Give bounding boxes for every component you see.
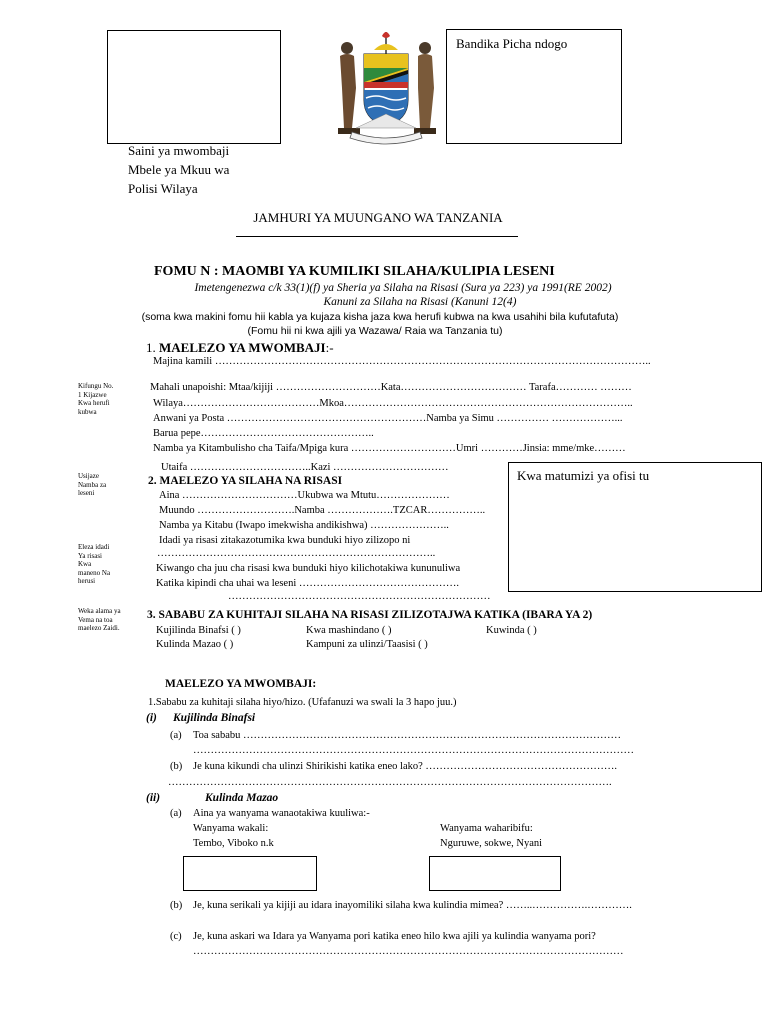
form-title: FOMU N : MAOMBI YA KUMILIKI SILAHA/KULIPIA LESENI (154, 264, 555, 279)
option-crop-protection[interactable]: Kulinda Mazao ( ) (156, 639, 234, 650)
community-guard-field-continued[interactable]: ………………………………………………………………………………………………………………. (168, 777, 612, 788)
section-2-heading: 2. MAELEZO YA SILAHA NA RISASI (148, 475, 343, 487)
animal-types-label: Aina ya wanyama wanaotakiwa kuuliwa:- (193, 808, 370, 819)
item-b2-label: (b) (170, 900, 183, 911)
ammo-count-field[interactable]: …………………………………………………………………….. (157, 548, 436, 559)
signature-box[interactable] (107, 30, 281, 144)
wildlife-officer-field[interactable]: …………………………………………………………………………………………………………… (193, 946, 624, 957)
ammo-count-label: Idadi ya risasi zitakazotumika kwa bunduki hiyo zilizopo ni (159, 535, 411, 546)
nationality-occupation-field[interactable]: Utaifa ……………………………..Kazi …………………………… (161, 462, 449, 473)
form-subtitle-2: Kanuni za Silaha na Risasi (Kanuni 12(4) (323, 296, 517, 308)
form-instruction: (soma kwa makini fomu hii kabla ya kujaza kisha jaza kwa herufi kubwa na kwa usahihi bila kufutafuta) (141, 311, 619, 323)
form-eligibility-note: (Fomu hii ni kwa ajili ya Wazawa/ Raia wa Tanzania tu) (247, 325, 503, 337)
photo-label: Bandika Picha ndogo (456, 36, 568, 51)
residence-field[interactable]: Mahali unapoishi: Mtaa/kijiji …………………………Kata……………………………… Tarafa………… ……… (150, 382, 632, 393)
section-1-heading (146, 340, 334, 356)
section-3-heading: 3. SABABU ZA KUHITAJI SILAHA NA RISASI ZILIZOTAJWA KATIKA (IBARA YA 2) (147, 609, 593, 621)
option-self-defense[interactable]: Kujilinda Binafsi ( ) (156, 625, 241, 636)
full-name-field[interactable]: Majina kamili …………………………………………………………………………………………………………….. (153, 356, 651, 367)
part-2-intro: 1.Sababu za kuhitaji silaha hiyo/hizo. (Ufafanuzi wa swali la 3 hapo juu.) (148, 697, 457, 708)
id-age-gender-field[interactable]: Namba ya Kitambulisho cha Taifa/Mpiga kura …………………………Umri …………Jinsia: mme/mke……… (153, 443, 626, 454)
village-firearms-field[interactable]: Je, kuna serikali ya kijiji au idara inayomiliki silaha kwa kulindia mimea? ……..…………….…………. (193, 900, 632, 911)
max-ammo-field[interactable]: ………………………………………………………………… (228, 591, 491, 602)
district-region-field[interactable]: Wilaya…………………………………Mkoa……………………………………………………………………….. (153, 398, 633, 409)
item-c-label: (c) (170, 931, 182, 942)
option-hunting[interactable]: Kuwinda ( ) (486, 625, 537, 636)
subsection-i-title: Kujilinda Binafsi (173, 712, 256, 724)
wild-animals-tick-box[interactable] (183, 856, 317, 891)
signature-label (128, 141, 229, 198)
section-1-number: 1. (146, 340, 156, 355)
book-number-field[interactable]: Namba ya Kitabu (Iwapo imekwisha andikishwa) ………………….. (159, 520, 449, 531)
postal-phone-field[interactable]: Anwani ya Posta …………………………………………………Namba ya Simu …………… ………………... (153, 413, 623, 424)
republic-title: JAMHURI YA MUUNGANO WA TANZANIA (253, 210, 503, 225)
form-subtitle-1: Imetengenezwa c/k 33(1)(f) ya Sheria ya Silaha na Risasi (Sura ya 223) ya 1991(RE 2002) (194, 282, 612, 294)
option-competition[interactable]: Kwa mashindano ( ) (306, 625, 392, 636)
emblem-woman-figure (414, 42, 436, 134)
side-note-section-1: Kifungu No. 1 Kijazwe Kwa herufi kubwa (78, 382, 114, 416)
title-divider (236, 236, 518, 237)
subsection-ii-number: (ii) (146, 792, 161, 804)
part-2-heading: MAELEZO YA MWOMBAJI: (165, 678, 317, 690)
reason-field-continued[interactable]: ……………………………………………………………………………………………………………… (193, 745, 634, 756)
option-security-company[interactable]: Kampuni za ulinzi/Taasisi ( ) (306, 639, 428, 650)
firearm-model-number-field[interactable]: Muundo ……………………….Namba ……………….TZCAR…………….. (159, 505, 486, 516)
wildlife-officer-question: Je, kuna askari wa Idara ya Wanyama pori katika eneo hilo kwa ajili ya kulindia wanyama pori? (193, 931, 596, 942)
emblem-ribbon (350, 132, 422, 144)
wild-animals-examples: Tembo, Viboko n.k (193, 838, 274, 849)
office-use-label: Kwa matumizi ya ofisi tu (517, 468, 650, 483)
side-note-license-number: Usijaze Namba za leseni (78, 472, 107, 497)
side-note-tick: Weka alama ya Vema na toa maelezo Zaidi. (78, 607, 121, 632)
subsection-ii-title: Kulinda Mazao (205, 792, 279, 804)
max-ammo-label: Kiwango cha juu cha risasi kwa bunduki hiyo kilichotakiwa kununuliwa (156, 563, 461, 574)
coat-of-arms-emblem (330, 28, 442, 146)
item-b-label: (b) (170, 761, 183, 772)
section-1-title-tail: :- (325, 340, 334, 355)
wild-animals-label: Wanyama wakali: (193, 823, 269, 834)
signature-label-line-1: Saini ya mwombaji (128, 143, 230, 158)
signature-label-line-3: Polisi Wilaya (128, 181, 198, 196)
signature-label-line-2: Mbele ya Mkuu wa (128, 162, 230, 177)
subsection-i-number: (i) (146, 712, 157, 724)
pest-animals-label: Wanyama waharibifu: (440, 823, 533, 834)
reason-field[interactable]: Toa sababu ……………………………………………………………………………………………… (193, 730, 621, 741)
pest-animals-examples: Nguruwe, sokwe, Nyani (440, 838, 543, 849)
community-guard-field[interactable]: Je kuna kikundi cha ulinzi Shirikishi katika eneo lako? ………………………………………………. (193, 761, 618, 772)
email-field[interactable]: Barua pepe………………………………………….. (153, 428, 374, 439)
pest-animals-tick-box[interactable] (429, 856, 561, 891)
emblem-man-figure (338, 42, 360, 134)
license-period-field[interactable]: Katika kipindi cha uhai wa leseni ………………………………………. (156, 578, 459, 589)
side-note-ammo: Eleza idadi Ya risasi Kwa maneno Na herusi (78, 543, 111, 585)
firearm-type-field[interactable]: Aina ……………………………Ukubwa wa Mtutu………………… (159, 490, 450, 501)
animal-types-label-prefix: (a) (170, 808, 182, 819)
item-a-label: (a) (170, 730, 182, 741)
section-1-title: MAELEZO YA MWOMBAJI (159, 340, 326, 355)
